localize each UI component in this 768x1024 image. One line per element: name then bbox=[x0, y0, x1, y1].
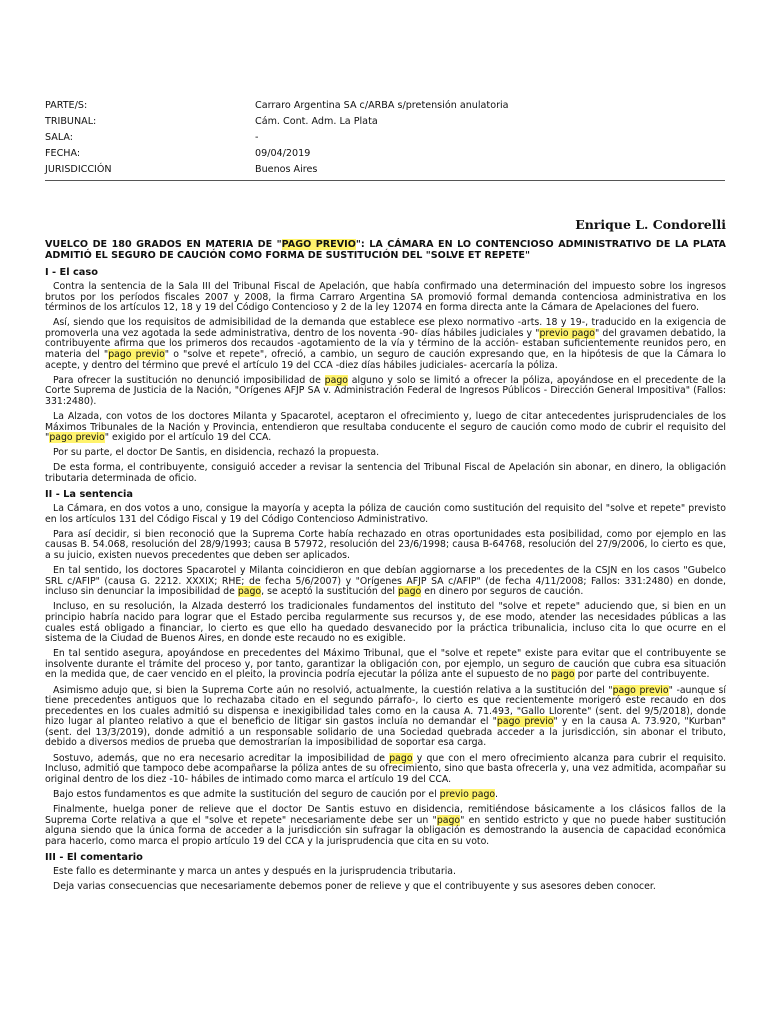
paragraph bbox=[45, 376, 726, 408]
metadata-value: - bbox=[255, 132, 259, 143]
metadata-value: 09/04/2019 bbox=[255, 148, 311, 159]
paragraph bbox=[45, 602, 726, 644]
highlighted-term: previo pago bbox=[439, 788, 495, 800]
metadata-value: Carraro Argentina SA c/ARBA s/pretensión anulatoria bbox=[255, 100, 509, 111]
divider bbox=[45, 180, 725, 181]
text-run: " -aunque sí tiene precedentes antiguos que lo rechazaba citado en el segundo párrafo-, lo cierto es que recientemente morigeró este recaudo en dos precedentes en los cuales admitió su dispensa e inexigibilidad tales como en la causa A. 71.493, "Gallo Llorente" (sent. del 9/5/2018), donde hizo lugar al planteo relativo a que el beneficio de litigar sin gastos incluía no demandar el " bbox=[45, 684, 726, 728]
metadata-row bbox=[45, 98, 725, 114]
text-run: Contra la sentencia de la Sala III del Tribunal Fiscal de Apelación, que había confirmado una determinación del impuesto sobre los ingresos brutos por los períodos fiscales 2007 y 2008, la firma Carraro Argentina SA promovió formal demanda contenciosa administrativa en los términos de los artículos 12, 18 y 19 del Código Contencioso y 2 de la ley 12074 en forma directa ante la Cámara de Apelaciones del fuero. bbox=[45, 281, 726, 314]
paragraph bbox=[45, 282, 726, 314]
highlighted-term: pago bbox=[389, 752, 413, 764]
text-run: por parte del contribuyente. bbox=[574, 669, 710, 681]
text-run: Para ofrecer la sustitución no denunció imposibilidad de bbox=[53, 374, 325, 386]
metadata-row bbox=[45, 162, 725, 178]
paragraph bbox=[45, 686, 726, 750]
highlighted-term: pago bbox=[397, 586, 422, 598]
metadata-label: JURISDICCIÓN bbox=[45, 164, 112, 175]
paragraph bbox=[45, 805, 726, 847]
text-run: Por su parte, el doctor De Santis, en disidencia, rechazó la propuesta. bbox=[53, 447, 380, 459]
text-run: en dinero por seguros de caución. bbox=[421, 586, 584, 598]
highlighted-term: pago previo bbox=[496, 716, 554, 728]
highlighted-term: pago bbox=[436, 814, 461, 826]
text-run: " o "solve et repete", ofreció, a cambio, un seguro de caución expresando que, en la hipótesis de que la Cámara lo acepte, y dentro del término que prevé el artículo 19 del CCA -diez días hábiles judiciales- acercaría la póliza. bbox=[45, 349, 726, 371]
text-run: . bbox=[494, 788, 498, 800]
text-run: " del gravamen debatido, la contribuyente afirma que los primeros dos recaudos -agotamiento de la vía y término de la acción- estaban suficientemente reunidos pero, en materia del " bbox=[45, 327, 726, 361]
case-metadata bbox=[45, 98, 725, 178]
text-run: Para así decidir, si bien reconoció que la Suprema Corte había rechazado en otras oportunidades esta posibilidad, como por ejemplo en las causas B. 54.068, resolución del 28/9/1993; causa B 57972, resolución del 23/6/1998; causa B-64768, resolución del 27/9/2006, lo cierto es que, a su juicio, existen nuevos precedentes que deben ser aplicados. bbox=[45, 528, 726, 561]
text-run: La Alzada, con votos de los doctores Milanta y Spacarotel, aceptaron el ofrecimiento y, luego de citar antecedentes jurisprudenciales de los Máximos Tribunales de la Nación y Provincia, entendieron que resultaba conducente el seguro de caución como modo de cubrir el requisito del " bbox=[45, 411, 726, 444]
text-run: alguno y solo se limitó a ofrecer la póliza, apoyándose en el precedente de la Corte Suprema de Justicia de la Nación, "Orígenes AFJP SA v. Administración Federal de Ingresos Públicos - Dirección General Impositiva" (Fallos: 331:2480). bbox=[45, 374, 726, 407]
article-title bbox=[45, 239, 726, 261]
text-run: Bajo estos fundamentos es que admite la sustitución del seguro de caución por el bbox=[53, 788, 440, 800]
text-run: " y en la causa A. 73.920, "Kurban" (sent. del 13/3/2019), donde admitió a un responsable solidario de una Sociedad quebrada acceder a la jurisdicción, sin abonar el tributo, debido a diversos medios de prueba que demostrarían la imposibilidad de soportar esa carga. bbox=[45, 716, 727, 749]
metadata-value: Cám. Cont. Adm. La Plata bbox=[255, 116, 378, 127]
section-heading: III - El comentario bbox=[45, 851, 143, 863]
text-run: Incluso, en su resolución, la Alzada desterró los tradicionales fundamentos del instituto del "solve et repete" aduciendo que, si bien en un principio habría nacido para lograr que el Estado perciba regularmente sus recursos y, de ese modo, atender las necesidades públicas a las cuales está obligado a financiar, lo cierto es que ello ha quedado desvanecido por la práctica tribunalicia, incluso cita lo que ocurre en el sistema de la Ciudad de Buenos Aires, en donde este recaudo no es exigible. bbox=[45, 601, 726, 645]
author-name: Enrique L. Condorelli bbox=[575, 217, 726, 232]
text-run: , se aceptó la sustitución del bbox=[261, 586, 398, 598]
text-run: ": LA CÁMARA EN LO CONTENCIOSO ADMINISTRATIVO DE LA PLATA ADMITIÓ EL SEGURO DE CAUCIÓN COMO FORMA DE SUSTITUCIÓN DEL "SOLVE ET REPETE" bbox=[45, 239, 726, 261]
text-run: Deja varias consecuencias que necesariamente debemos poner de relieve y que el contribuyente y sus asesores deben conocer. bbox=[53, 880, 656, 892]
paragraph bbox=[45, 649, 726, 681]
paragraph bbox=[45, 754, 726, 786]
text-run: La Cámara, en dos votos a uno, consigue la mayoría y acepta la póliza de caución como sustitución del requisito del "solve et repete" previsto en los artículos 131 del Código Fiscal y 19 del Código Contencioso Administrativo. bbox=[45, 503, 726, 525]
paragraph bbox=[45, 463, 726, 484]
article-body bbox=[45, 267, 726, 897]
highlighted-term: pago bbox=[324, 374, 348, 386]
metadata-label: SALA: bbox=[45, 132, 74, 143]
text-run: Sostuvo, además, que no era necesario acreditar la imposibilidad de bbox=[53, 752, 390, 764]
text-run: De esta forma, el contribuyente, consiguió acceder a revisar la sentencia del Tribunal Fiscal de Apelación sin abonar, en dinero, la obligación tributaria determinada de oficio. bbox=[45, 462, 726, 484]
highlighted-term: pago bbox=[237, 586, 262, 598]
highlighted-term: PAGO PREVIO bbox=[281, 239, 356, 250]
metadata-label: FECHA: bbox=[45, 148, 81, 159]
metadata-value: Buenos Aires bbox=[255, 164, 318, 175]
text-run: Finalmente, huelga poner de relieve que el doctor De Santis estuvo en disidencia, remitiéndose básicamente a los clásicos fallos de la Suprema Corte relativa a que el "solve et repete" necesariamente debe ser un " bbox=[45, 803, 726, 826]
text-run: " en sentido estricto y que no puede haber sustitución alguna siendo que la única forma de acceder a la jurisdicción sin sufragar la obligación es demostrando la ausencia de capacidad económica para hacerlo, como marca el propio artículo 19 del CCA y la jurisprudencia que cita en su voto. bbox=[45, 814, 726, 847]
text-run: En tal sentido asegura, apoyándose en precedentes del Máximo Tribunal, que el "solve et repete" existe para evitar que el contribuyente se insolvente durante el trámite del proceso y, por tanto, garantizar la obligación con, por ejemplo, un seguro de caución que cubra esa situación en la medida que, de caer vencido en el pleito, la provincia podría ejecutar la póliza ante el supuesto de no bbox=[45, 648, 726, 681]
highlighted-term: pago previo bbox=[612, 684, 669, 696]
section-heading: II - La sentencia bbox=[45, 489, 133, 501]
paragraph bbox=[45, 882, 726, 893]
text-run: " exigido por el artículo 19 del CCA. bbox=[104, 432, 272, 444]
text-run: y que con el mero ofrecimiento alcanza para cubrir el requisito. Incluso, admitió que tampoco debe acompañarse la póliza antes de su ofrecimiento, sino que basta ofrecerla y, una vez admitida, acompañar su original dentro de los diez -10- hábiles de intimado como marca el artículo 19 del CCA. bbox=[45, 752, 727, 785]
text-run: En tal sentido, los doctores Spacarotel y Milanta coincidieron en que debían aggiornarse a los precedentes de la CSJN en los casos "Gubelco SRL c/AFIP" (causa G. 2212. XXXIX; RHE; de fecha 5/6/2007) y "Orígenes AFJP SA c/AFIP" (de fecha 4/11/2008; Fallos: 331:2480) en donde, incluso sin denunciar la imposibilidad de bbox=[45, 565, 726, 598]
paragraph bbox=[45, 867, 726, 878]
metadata-row bbox=[45, 146, 725, 162]
text-run: Asimismo adujo que, si bien la Suprema Corte aún no resolvió, actualmente, la cuestión relativa a la sustitución del " bbox=[53, 684, 613, 696]
paragraph bbox=[45, 448, 726, 459]
paragraph bbox=[45, 566, 726, 598]
metadata-label: TRIBUNAL: bbox=[45, 116, 97, 127]
highlighted-term: pago bbox=[551, 669, 575, 681]
section-heading: I - El caso bbox=[45, 267, 98, 278]
paragraph bbox=[45, 790, 726, 801]
paragraph bbox=[45, 318, 726, 371]
metadata-row bbox=[45, 114, 725, 130]
highlighted-term: pago previo bbox=[49, 432, 105, 444]
paragraph bbox=[45, 530, 726, 562]
highlighted-term: pago previo bbox=[108, 349, 165, 361]
text-run: Este fallo es determinante y marca un antes y después en la jurisprudencia tributaria. bbox=[53, 865, 457, 877]
text-run: Así, siendo que los requisitos de admisibilidad de la demanda que establece ese plexo normativo -arts. 18 y 19-, traducido en la exigencia de promoverla una vez agotada la sede administrativa, dentro de los noventa -90- días hábiles judiciales y " bbox=[45, 317, 726, 339]
highlighted-term: previo pago bbox=[539, 327, 596, 339]
text-run: VUELCO DE 180 GRADOS EN MATERIA DE " bbox=[45, 239, 282, 250]
paragraph bbox=[45, 504, 726, 525]
metadata-row bbox=[45, 130, 725, 146]
metadata-label: PARTE/S: bbox=[45, 100, 88, 111]
paragraph bbox=[45, 412, 726, 444]
